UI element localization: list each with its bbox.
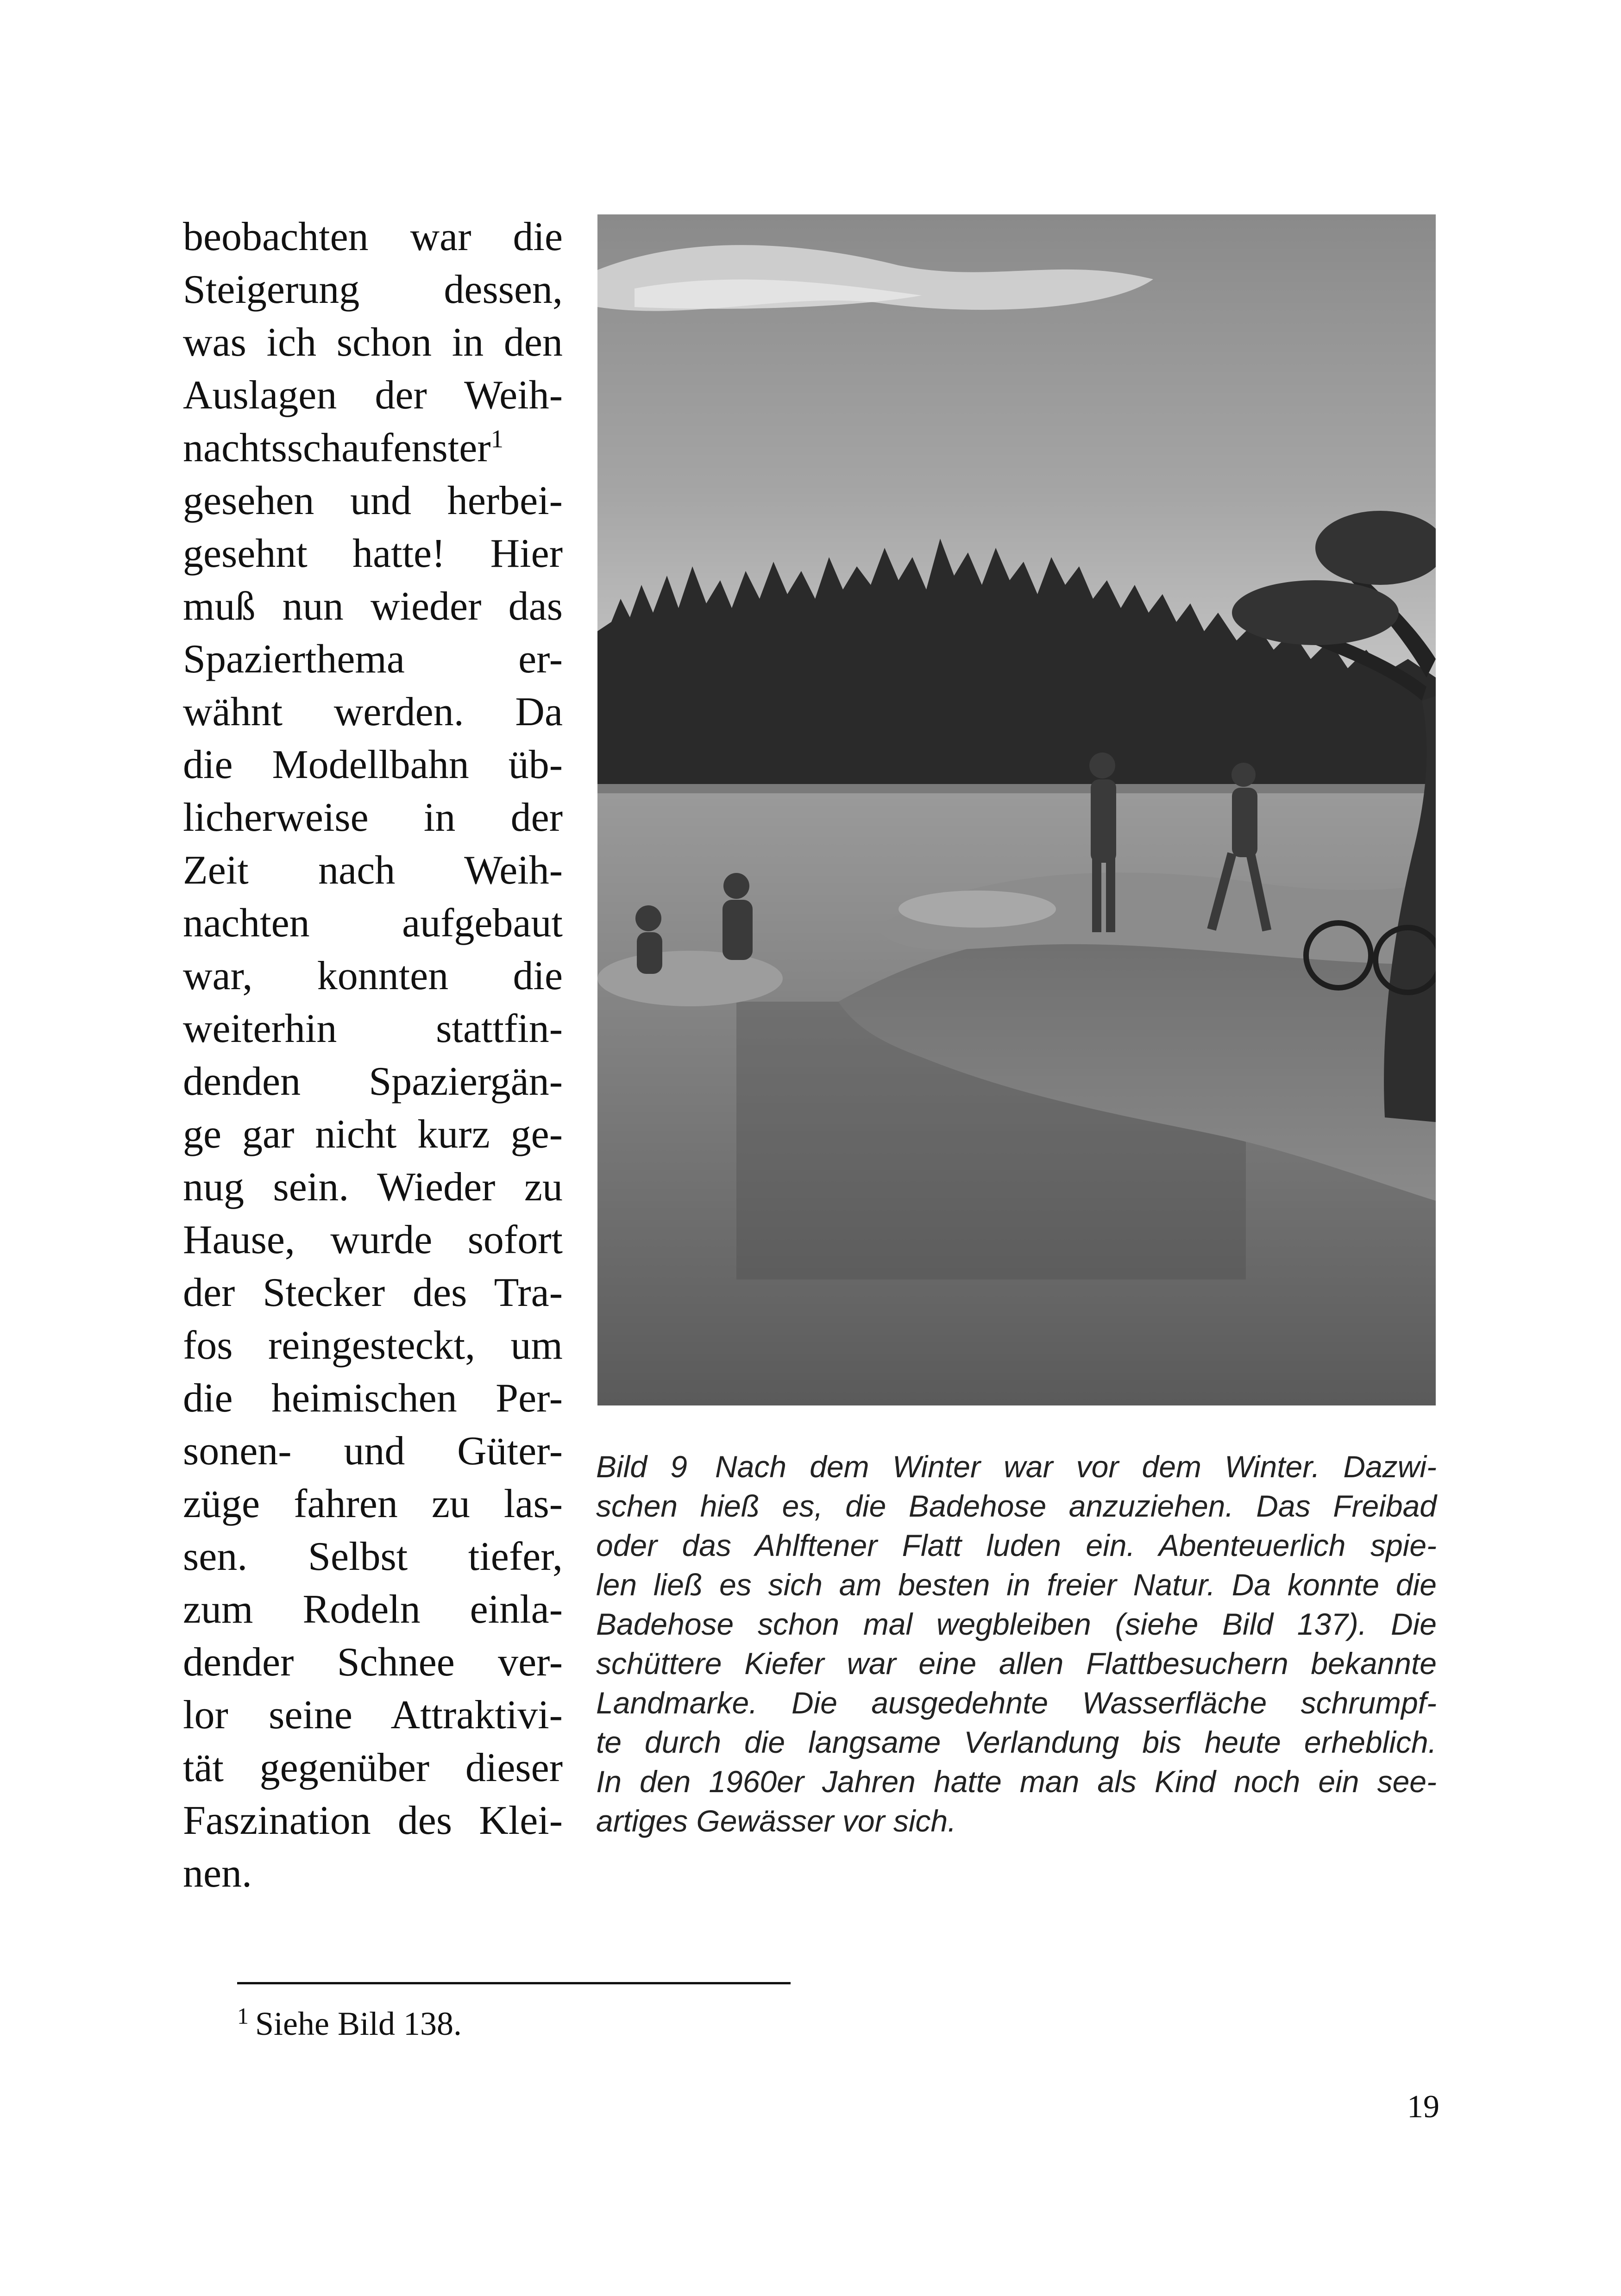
- footnote: [237, 2003, 462, 2045]
- caption-line: [596, 1447, 1437, 1487]
- body-line: Auslagen der Weih-: [183, 373, 563, 418]
- body-text-column: [183, 211, 563, 1900]
- body-line: sen. Selbst tiefer,: [183, 1534, 563, 1579]
- photo-lake-bathers-icon: [597, 214, 1436, 1405]
- body-line: der Stecker des Tra-: [183, 1270, 563, 1315]
- figure-caption: [596, 1447, 1437, 1841]
- figure-photo: [597, 214, 1436, 1405]
- caption-line: te durch die langsame Verlandung bis heute erheblich.: [596, 1725, 1437, 1759]
- footnote-text: Siehe Bild 138.: [255, 2005, 462, 2042]
- body-line: fos reingesteckt, um: [183, 1323, 563, 1368]
- body-line: ge gar nicht kurz ge-: [183, 1112, 563, 1157]
- body-line: nachten aufgebaut: [183, 901, 563, 946]
- body-line: nug sein. Wieder zu: [183, 1165, 563, 1210]
- caption-line: len ließ es sich am besten in freier Natur. Da konnte die: [596, 1568, 1437, 1602]
- body-line-with-footnote: [183, 422, 563, 475]
- body-line: Faszination des Klei-: [183, 1798, 563, 1843]
- caption-line: schüttere Kiefer war eine allen Flattbesuchern bekannte: [596, 1646, 1437, 1681]
- body-line: tät gegenüber dieser: [183, 1745, 563, 1790]
- body-line: gesehen und herbei-: [183, 478, 563, 523]
- body-line: lor seine Attraktivi-: [183, 1693, 563, 1738]
- body-line: gesehnt hatte! Hier: [183, 531, 563, 576]
- body-line: weiterhin stattfin-: [183, 1006, 563, 1051]
- footnote-number: 1: [237, 2003, 249, 2029]
- body-line: züge fahren zu las-: [183, 1481, 563, 1526]
- body-line: licherweise in der: [183, 795, 563, 840]
- body-line: nen.: [183, 1851, 252, 1896]
- caption-line-text: Nach dem Winter war vor dem Winter. Dazwi-: [715, 1449, 1437, 1484]
- body-line-text: nachtsschaufenster: [183, 426, 491, 470]
- body-line: Steigerung dessen,: [183, 267, 563, 312]
- body-line: wähnt werden. Da: [183, 690, 563, 734]
- body-line: Hause, wurde sofort: [183, 1217, 563, 1262]
- body-line: dender Schnee ver-: [183, 1640, 563, 1685]
- caption-line: Landmarke. Die ausgedehnte Wasserfläche schrumpf-: [596, 1686, 1437, 1720]
- body-line: denden Spaziergän-: [183, 1059, 563, 1104]
- body-line: beobachten war die: [183, 214, 563, 259]
- body-line: die heimischen Per-: [183, 1376, 563, 1421]
- footnote-divider: [237, 1982, 791, 1984]
- body-line: was ich schon in den: [183, 320, 563, 365]
- caption-line: schen hieß es, die Badehose anzuziehen. Das Freibad: [596, 1489, 1437, 1523]
- body-line: sonen- und Güter-: [183, 1429, 563, 1474]
- body-line: die Modellbahn üb-: [183, 742, 563, 787]
- caption-label: Bild 9: [596, 1449, 687, 1484]
- body-line: Zeit nach Weih-: [183, 848, 563, 893]
- caption-line: oder das Ahlftener Flatt luden ein. Abenteuerlich spie-: [596, 1528, 1437, 1562]
- body-line: Spazierthema er-: [183, 637, 563, 682]
- page-number: 19: [1407, 2089, 1439, 2125]
- caption-line: Badehose schon mal wegbleiben (siehe Bild 137). Die: [596, 1607, 1437, 1641]
- caption-line: artiges Gewässer vor sich.: [596, 1804, 956, 1838]
- body-line: muß nun wieder das: [183, 584, 563, 629]
- footnote-marker: 1: [490, 425, 504, 453]
- body-line: war, konnten die: [183, 954, 563, 998]
- caption-line: In den 1960er Jahren hatte man als Kind noch ein see-: [596, 1764, 1437, 1799]
- body-line: zum Rodeln einla-: [183, 1587, 563, 1632]
